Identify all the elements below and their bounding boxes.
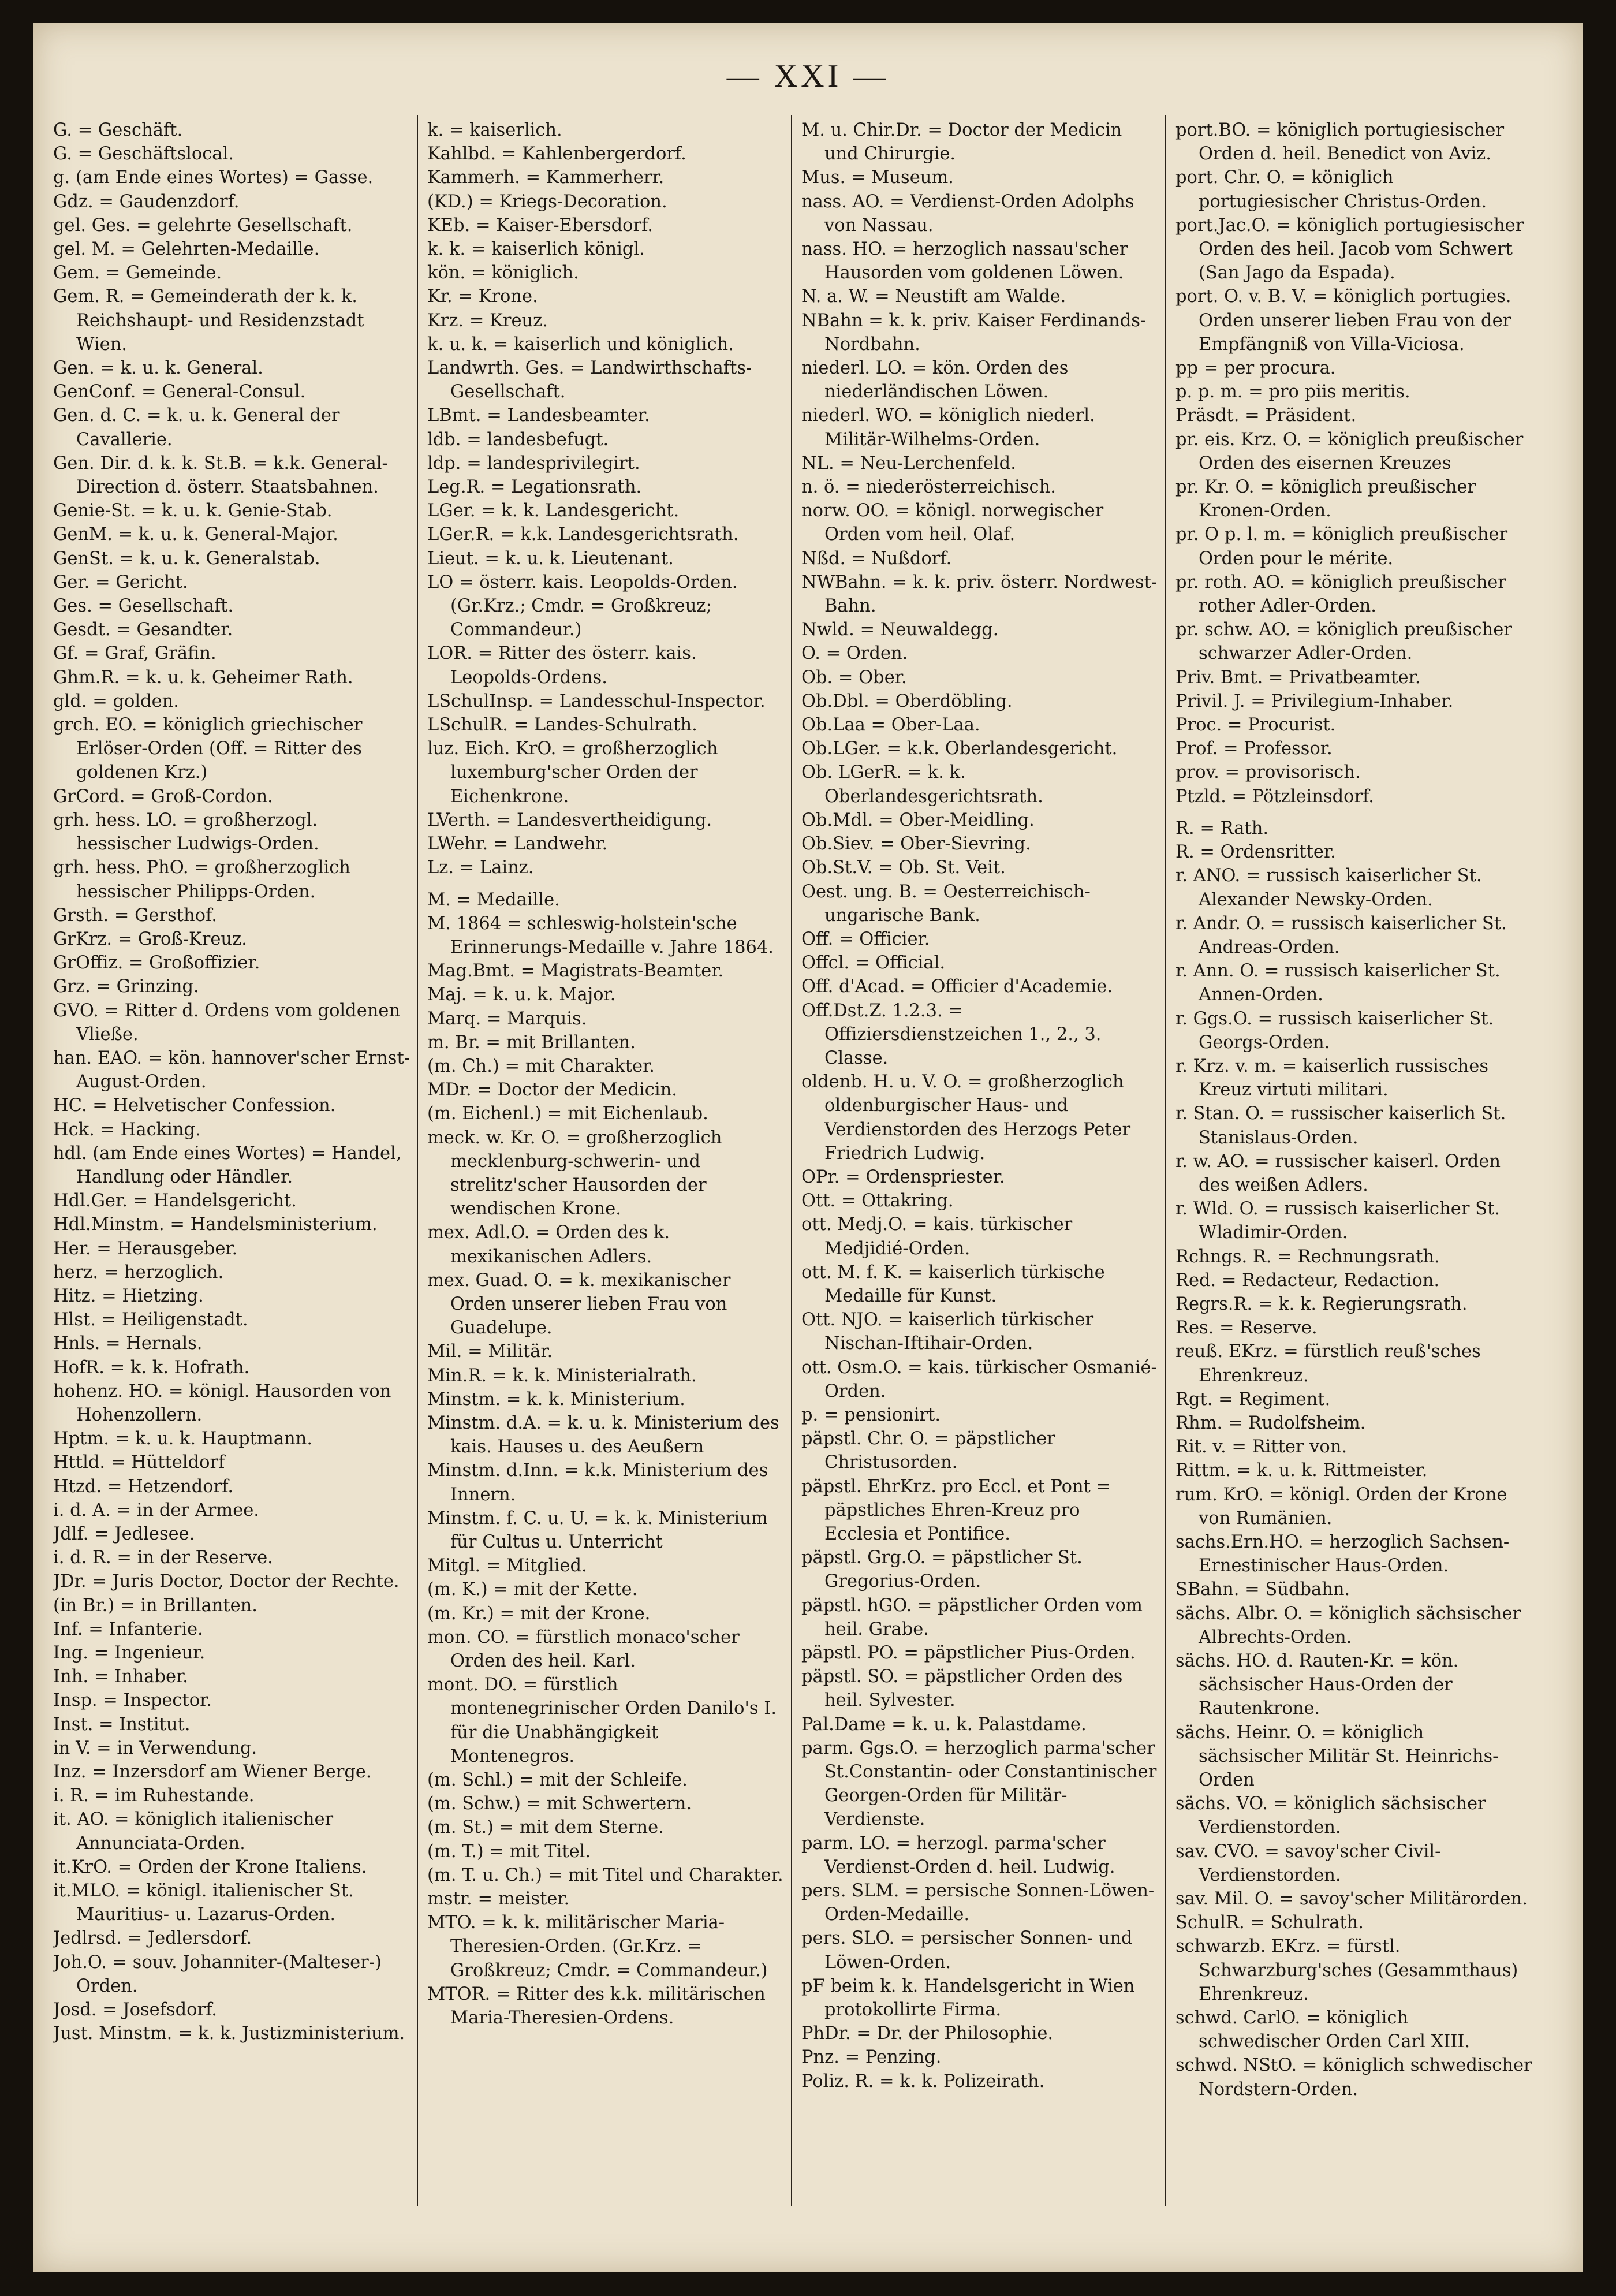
abbreviation-entry: Minstm. = k. k. Ministerium. <box>427 1389 685 1410</box>
abbreviation-entry: M. = Medaille. <box>427 889 560 910</box>
abbreviation-entry: Leg.R. = Legationsrath. <box>427 477 642 498</box>
abbreviation-entry: Inh. = Inhaber. <box>53 1667 188 1687</box>
abbreviation-entry: ott. Osm.O. = kais. türkischer Osmanié-Orden. <box>801 1357 1157 1402</box>
abbreviation-entry: Minstm. f. C. u. U. = k. k. Ministerium für Cultus u. Unterricht <box>427 1508 768 1552</box>
abbreviation-entry: Prof. = Professor. <box>1175 739 1333 759</box>
abbreviation-entry: M. u. Chir.Dr. = Doctor der Medicin und Chirurgie. <box>801 120 1122 165</box>
abbreviation-entry: Ott. NJO. = kaiserlich türkischer Nischan-Iftihair-Orden. <box>801 1310 1094 1354</box>
abbreviation-entry: JDr. = Juris Doctor, Doctor der Rechte. <box>53 1571 400 1592</box>
abbreviation-entry: Hdl.Ger. = Handelsgericht. <box>53 1191 297 1212</box>
abbreviation-entry: port. Chr. O. = königlich portugiesischer Christus-Orden. <box>1175 167 1487 212</box>
abbreviation-entry: (m. Schl.) = mit der Schleife. <box>427 1770 688 1791</box>
abbreviation-entry: O. = Orden. <box>801 643 908 664</box>
abbreviation-column-1 <box>53 118 410 2255</box>
abbreviation-entry: Hdl.Minstm. = Handelsministerium. <box>53 1214 378 1235</box>
abbreviation-entry: M. 1864 = schleswig-holstein'sche Erinnerungs-Medaille v. Jahre 1864. <box>427 913 774 957</box>
abbreviation-entry: Pal.Dame = k. u. k. Palastdame. <box>801 1714 1087 1735</box>
abbreviation-entry: pr. O p. l. m. = königlich preußischer Orden pour le mérite. <box>1175 524 1508 569</box>
column-rule <box>1165 115 1166 2206</box>
abbreviation-entry: Proc. = Procurist. <box>1175 715 1336 736</box>
abbreviation-entry: pr. Kr. O. = königlich preußischer Kronen-Orden. <box>1175 477 1476 521</box>
abbreviation-entry: Rhm. = Rudolfsheim. <box>1175 1412 1366 1433</box>
abbreviation-entry: Rchngs. R. = Rechnungsrath. <box>1175 1246 1440 1267</box>
abbreviation-entry: Lz. = Lainz. <box>427 858 534 878</box>
abbreviation-entry: it. AO. = königlich italienischer Annunciata-Orden. <box>53 1809 334 1854</box>
abbreviation-entry: Ger. = Gericht. <box>53 572 188 592</box>
abbreviation-entry: Her. = Herausgeber. <box>53 1238 238 1259</box>
abbreviation-entry: gel. Ges. = gelehrte Gesellschaft. <box>53 215 353 236</box>
abbreviation-entry: sav. Mil. O. = savoy'scher Militärorden. <box>1175 1889 1528 1910</box>
column-rule <box>417 115 418 2206</box>
abbreviation-entry: Rit. v. = Ritter von. <box>1175 1437 1348 1458</box>
abbreviation-entry: Mus. = Museum. <box>801 167 954 188</box>
abbreviation-entry: Priv. Bmt. = Privatbeamter. <box>1175 667 1421 688</box>
abbreviation-entry: SchulR. = Schulrath. <box>1175 1913 1364 1933</box>
abbreviation-entry: (m. Eichenl.) = mit Eichenlaub. <box>427 1104 708 1124</box>
abbreviation-entry: r. Stan. O. = russischer kaiserlich St. Stanislaus-Orden. <box>1175 1104 1506 1148</box>
abbreviation-entry: pp = per procura. <box>1175 358 1336 379</box>
abbreviation-entry: Kammerh. = Kammerherr. <box>427 167 665 188</box>
abbreviation-entry: G. = Geschäft. <box>53 120 183 140</box>
abbreviation-entry: nass. HO. = herzoglich nassau'scher Hausorden vom goldenen Löwen. <box>801 239 1128 284</box>
abbreviation-entry: Gdz. = Gaudenzdorf. <box>53 191 240 212</box>
abbreviation-entry: GrCord. = Groß-Cordon. <box>53 786 273 807</box>
abbreviation-entry: rum. KrO. = königl. Orden der Krone von Rumänien. <box>1175 1484 1507 1529</box>
abbreviation-entry: GenConf. = General-Consul. <box>53 382 306 402</box>
abbreviation-entry: Mitgl. = Mitglied. <box>427 1556 587 1576</box>
abbreviation-entry: R. = Rath. <box>1175 818 1269 838</box>
book-page <box>33 23 1583 2272</box>
abbreviation-entry: LSchulR. = Landes-Schulrath. <box>427 715 697 736</box>
abbreviation-entry: Inf. = Infanterie. <box>53 1619 203 1639</box>
abbreviation-entry: (m. T. u. Ch.) = mit Titel und Charakter. <box>427 1865 783 1885</box>
abbreviation-entry: Rittm. = k. u. k. Rittmeister. <box>1175 1460 1428 1481</box>
abbreviation-entry: i. d. R. = in der Reserve. <box>53 1548 273 1568</box>
abbreviation-entry: Hptm. = k. u. k. Hauptmann. <box>53 1429 313 1449</box>
abbreviation-entry: HC. = Helvetischer Confession. <box>53 1095 336 1116</box>
abbreviation-entry: Ott. = Ottakring. <box>801 1191 954 1212</box>
abbreviation-entry: MTO. = k. k. militärischer Maria-Theresien-Orden. (Gr.Krz. = Großkreuz; Cmdr. = Commandeur.) <box>427 1913 768 1981</box>
abbreviation-entry: GrKrz. = Groß-Kreuz. <box>53 929 247 949</box>
abbreviation-entry: Insp. = Inspector. <box>53 1690 212 1711</box>
abbreviation-entry: Ghm.R. = k. u. k. Geheimer Rath. <box>53 667 353 688</box>
abbreviation-entry: mex. Guad. O. = k. mexikanischer Orden unserer lieben Frau von Guadelupe. <box>427 1270 731 1339</box>
abbreviation-entry: Hck. = Hacking. <box>53 1119 201 1140</box>
abbreviation-entry: Josd. = Josefsdorf. <box>53 2000 218 2021</box>
abbreviation-entry: it.MLO. = königl. italienischer St. Mauritius- u. Lazarus-Orden. <box>53 1881 354 1925</box>
abbreviation-entry: schwarzb. EKrz. = fürstl. Schwarzburg'sches (Gesammthaus) Ehrenkreuz. <box>1175 1936 1518 2004</box>
abbreviation-entry: k. = kaiserlich. <box>427 120 562 140</box>
abbreviation-entry: mex. Adl.O. = Orden des k. mexikanischen Adlers. <box>427 1222 670 1267</box>
abbreviation-entry: GenM. = k. u. k. General-Major. <box>53 524 338 545</box>
abbreviation-entry: hdl. (am Ende eines Wortes) = Handel, Handlung oder Händler. <box>53 1143 402 1187</box>
abbreviation-entry: reuß. EKrz. = fürstlich reuß'sches Ehrenkreuz. <box>1175 1341 1481 1386</box>
abbreviation-entry: MTOR. = Ritter des k.k. militärischen Maria-Theresien-Ordens. <box>427 1984 766 2029</box>
abbreviation-entry: niederl. WO. = königlich niederl. Militär-Wilhelms-Orden. <box>801 405 1095 450</box>
abbreviation-entry: LGer.R. = k.k. Landesgerichtsrath. <box>427 524 739 545</box>
abbreviation-entry: Gen. Dir. d. k. k. St.B. = k.k. General-Direction d. österr. Staatsbahnen. <box>53 453 388 498</box>
abbreviation-entry: NL. = Neu-Lerchenfeld. <box>801 453 1016 474</box>
abbreviation-entry: i. d. A. = in der Armee. <box>53 1500 259 1520</box>
abbreviation-entry: schwd. NStO. = königlich schwedischer Nordstern-Orden. <box>1175 2055 1532 2100</box>
abbreviation-entry: G. = Geschäftslocal. <box>53 144 234 165</box>
abbreviation-entry: pF beim k. k. Handelsgericht in Wien protokollirte Firma. <box>801 1976 1135 2021</box>
abbreviation-entry: Off. = Officier. <box>801 929 930 949</box>
abbreviation-entry: m. Br. = mit Brillanten. <box>427 1032 636 1053</box>
abbreviation-entry: Res. = Reserve. <box>1175 1318 1318 1339</box>
abbreviation-entry: pers. SLO. = persischer Sonnen- und Löwen-Orden. <box>801 1928 1133 1973</box>
abbreviation-entry: mstr. = meister. <box>427 1889 570 1910</box>
abbreviation-entry: Nßd. = Nußdorf. <box>801 548 952 569</box>
abbreviation-entry: sächs. VO. = königlich sächsischer Verdienstorden. <box>1175 1794 1486 1838</box>
abbreviation-entry: Gesdt. = Gesandter. <box>53 620 233 640</box>
abbreviation-entry: in V. = in Verwendung. <box>53 1738 257 1758</box>
abbreviation-entry: GrOffiz. = Großoffizier. <box>53 953 260 974</box>
abbreviation-entry: LWehr. = Landwehr. <box>427 834 608 855</box>
abbreviation-entry: k. u. k. = kaiserlich und königlich. <box>427 334 734 355</box>
abbreviation-entry: GVO. = Ritter d. Ordens vom goldenen Vließe. <box>53 1000 401 1045</box>
abbreviation-entry: Kahlbd. = Kahlenbergerdorf. <box>427 144 686 165</box>
abbreviation-entry: Gf. = Graf, Gräfin. <box>53 643 217 664</box>
abbreviation-entry: (KD.) = Kriegs-Decoration. <box>427 191 667 212</box>
abbreviation-entry: r. Andr. O. = russisch kaiserlicher St. Andreas-Orden. <box>1175 913 1507 957</box>
abbreviation-entry: päpstl. SO. = päpstlicher Orden des heil. Sylvester. <box>801 1667 1123 1711</box>
page-number: — XXI — <box>726 58 890 94</box>
abbreviation-entry: grch. EO. = königlich griechischer Erlöser-Orden (Off. = Ritter des goldenen Krz.) <box>53 715 363 783</box>
abbreviation-entry: port.Jac.O. = königlich portugiesischer Orden des heil. Jacob vom Schwert (San Jago da Espada). <box>1175 215 1524 284</box>
abbreviation-entry: päpstl. PO. = päpstlicher Pius-Orden. <box>801 1643 1136 1663</box>
abbreviation-entry: gld. = golden. <box>53 691 179 711</box>
abbreviation-entry: (in Br.) = in Brillanten. <box>53 1595 257 1616</box>
abbreviation-entry: Ob.Laa = Ober-Laa. <box>801 715 980 736</box>
abbreviation-entry: hohenz. HO. = königl. Hausorden von Hohenzollern. <box>53 1381 391 1425</box>
abbreviation-entry: LOR. = Ritter des österr. kais. Leopolds-Ordens. <box>427 643 697 688</box>
abbreviation-entry: Off. d'Acad. = Officier d'Academie. <box>801 976 1113 997</box>
abbreviation-entry: LGer. = k. k. Landesgericht. <box>427 501 680 521</box>
abbreviation-entry: Red. = Redacteur, Redaction. <box>1175 1270 1440 1291</box>
abbreviation-entry: g. (am Ende eines Wortes) = Gasse. <box>53 167 374 188</box>
column-rule <box>791 115 792 2206</box>
abbreviation-entry: Krz. = Kreuz. <box>427 310 548 331</box>
abbreviation-entry: LSchulInsp. = Landesschul-Inspector. <box>427 691 766 711</box>
abbreviation-entry: ott. Medj.O. = kais. türkischer Medjidié-Orden. <box>801 1214 1073 1259</box>
abbreviation-entry: pr. eis. Krz. O. = königlich preußischer Orden des eisernen Kreuzes <box>1175 429 1524 474</box>
abbreviation-entry: sächs. HO. d. Rauten-Kr. = kön. sächsischer Haus-Orden der Rautenkrone. <box>1175 1651 1459 1719</box>
abbreviation-entry: Maj. = k. u. k. Major. <box>427 985 616 1005</box>
abbreviation-entry: Htzd. = Hetzendorf. <box>53 1476 234 1497</box>
abbreviation-column-3 <box>801 118 1158 2255</box>
abbreviation-entry: Mil. = Militär. <box>427 1341 553 1362</box>
abbreviation-entry: ott. M. f. K. = kaiserlich türkische Medaille für Kunst. <box>801 1262 1105 1306</box>
abbreviation-entry: Hlst. = Heiligenstadt. <box>53 1310 248 1330</box>
abbreviation-entry: Nwld. = Neuwaldegg. <box>801 620 999 640</box>
abbreviation-entry: r. Ann. O. = russisch kaiserlicher St. Annen-Orden. <box>1175 961 1501 1005</box>
abbreviation-entry: port. O. v. B. V. = königlich portugies. Orden unserer lieben Frau von der Empfängniß von Villa-Viciosa. <box>1175 286 1511 355</box>
abbreviation-entry: SBahn. = Südbahn. <box>1175 1579 1350 1600</box>
abbreviation-entry: r. Ggs.O. = russisch kaiserlicher St. Georgs-Orden. <box>1175 1008 1494 1053</box>
abbreviation-entry: sav. CVO. = savoy'scher Civil-Verdienstorden. <box>1175 1841 1441 1885</box>
abbreviation-entry: N. a. W. = Neustift am Walde. <box>801 286 1066 307</box>
abbreviation-entry: Mag.Bmt. = Magistrats-Beamter. <box>427 961 724 982</box>
abbreviation-entry: port.BO. = königlich portugiesischer Orden d. heil. Benedict von Aviz. <box>1175 120 1505 165</box>
abbreviation-entry: i. R. = im Ruhestande. <box>53 1786 255 1806</box>
abbreviation-entry: herz. = herzoglich. <box>53 1262 224 1283</box>
abbreviation-entry: KEb. = Kaiser-Ebersdorf. <box>427 215 653 236</box>
abbreviation-entry: grh. hess. LO. = großherzogl. hessischer Ludwigs-Orden. <box>53 810 319 855</box>
abbreviation-entry: luz. Eich. KrO. = großherzoglich luxemburg'scher Orden der Eichenkrone. <box>427 739 718 807</box>
abbreviation-entry: Gen. d. C. = k. u. k. General der Cavallerie. <box>53 405 340 450</box>
abbreviation-entry: r. w. AO. = russischer kaiserl. Orden des weißen Adlers. <box>1175 1151 1501 1195</box>
abbreviation-entry: pr. schw. AO. = königlich preußischer schwarzer Adler-Orden. <box>1175 620 1512 664</box>
abbreviation-entry: nass. AO. = Verdienst-Orden Adolphs von Nassau. <box>801 191 1134 236</box>
abbreviation-entry: Landwrth. Ges. = Landwirthschafts-Gesellschaft. <box>427 358 752 402</box>
abbreviation-entry: gel. M. = Gelehrten-Medaille. <box>53 239 320 260</box>
abbreviation-entry: Gem. R. = Gemeinderath der k. k. Reichshaupt- und Residenzstadt Wien. <box>53 286 364 355</box>
abbreviation-entry: schwd. CarlO. = königlich schwedischer Orden Carl XIII. <box>1175 2008 1471 2052</box>
abbreviation-entry: ldb. = landesbefugt. <box>427 429 609 450</box>
abbreviation-entry: Jdlf. = Jedlesee. <box>53 1523 195 1544</box>
abbreviation-entry: Offcl. = Official. <box>801 953 946 974</box>
abbreviation-entry: niederl. LO. = kön. Orden des niederländischen Löwen. <box>801 358 1069 402</box>
abbreviation-entry: Inz. = Inzersdorf am Wiener Berge. <box>53 1762 372 1783</box>
abbreviation-entry: Min.R. = k. k. Ministerialrath. <box>427 1365 697 1386</box>
abbreviation-entry: parm. Ggs.O. = herzoglich parma'scher St.Constantin- oder Constantinischer Georgen-Orden für Militär-Verdienste. <box>801 1738 1157 1830</box>
abbreviation-entry: sächs. Albr. O. = königlich sächsischer Albrechts-Orden. <box>1175 1603 1521 1648</box>
abbreviation-entry: (m. Schw.) = mit Schwertern. <box>427 1794 692 1814</box>
abbreviation-entry: Hnls. = Hernals. <box>53 1333 203 1354</box>
abbreviation-entry: päpstl. EhrKrz. pro Eccl. et Pont = päpstliches Ehren-Kreuz pro Ecclesia et Pontifice. <box>801 1476 1111 1544</box>
abbreviation-entry: päpstl. hGO. = päpstlicher Orden vom heil. Grabe. <box>801 1595 1143 1639</box>
abbreviation-entry: Joh.O. = souv. Johanniter-(Malteser-) Orden. <box>53 1952 382 1996</box>
abbreviation-entry: Jedlrsd. = Jedlersdorf. <box>53 1928 252 1949</box>
abbreviation-entry: Grz. = Grinzing. <box>53 976 199 997</box>
abbreviation-entry: pers. SLM. = persische Sonnen-Löwen-Orden-Medaille. <box>801 1881 1155 1925</box>
abbreviation-entry: NWBahn. = k. k. priv. österr. Nordwest-Bahn. <box>801 572 1158 617</box>
abbreviation-entry: Genie-St. = k. u. k. Genie-Stab. <box>53 501 333 521</box>
abbreviation-entry: Httld. = Hütteldorf <box>53 1452 225 1473</box>
abbreviation-entry: n. ö. = niederösterreichisch. <box>801 477 1056 498</box>
abbreviation-entry: (m. Ch.) = mit Charakter. <box>427 1056 655 1076</box>
abbreviation-entry: MDr. = Doctor der Medicin. <box>427 1080 677 1101</box>
abbreviation-entry: Lieut. = k. u. k. Lieutenant. <box>427 548 674 569</box>
abbreviation-entry: k. k. = kaiserlich königl. <box>427 239 645 260</box>
abbreviation-entry: Grsth. = Gersthof. <box>53 905 217 926</box>
abbreviation-entry: parm. LO. = herzogl. parma'scher Verdienst-Orden d. heil. Ludwig. <box>801 1833 1115 1877</box>
abbreviation-entry: Oest. ung. B. = Oesterreichisch-ungarische Bank. <box>801 881 1091 926</box>
abbreviation-entry: (m. Kr.) = mit der Krone. <box>427 1603 651 1624</box>
abbreviation-entry: Pnz. = Penzing. <box>801 2047 942 2068</box>
abbreviation-entry: Ptzld. = Pötzleinsdorf. <box>1175 786 1374 807</box>
abbreviation-entry: meck. w. Kr. O. = großherzoglich mecklenburg-schwerin- und strelitz'scher Hausorden der wendischen Krone. <box>427 1127 722 1220</box>
abbreviation-column-2 <box>427 118 784 2255</box>
abbreviation-entry: Just. Minstm. = k. k. Justizministerium. <box>53 2023 405 2044</box>
abbreviation-entry: Kr. = Krone. <box>427 286 538 307</box>
abbreviation-entry: Ob.Siev. = Ober-Sievring. <box>801 834 1031 855</box>
abbreviation-entry: GenSt. = k. u. k. Generalstab. <box>53 548 320 569</box>
abbreviation-entry: han. EAO. = kön. hannover'scher Ernst-August-Orden. <box>53 1048 410 1093</box>
abbreviation-entry: Präsdt. = Präsident. <box>1175 405 1357 426</box>
abbreviation-entry: OPr. = Ordenspriester. <box>801 1166 1005 1187</box>
abbreviation-entry: Gem. = Gemeinde. <box>53 263 222 284</box>
abbreviation-entry: it.KrO. = Orden der Krone Italiens. <box>53 1857 367 1877</box>
abbreviation-entry: Inst. = Institut. <box>53 1714 191 1735</box>
abbreviation-entry: Marq. = Marquis. <box>427 1008 587 1029</box>
abbreviation-entry: oldenb. H. u. V. O. = großherzoglich oldenburgischer Haus- und Verdienstorden des Herzogs Peter Friedrich Ludwig. <box>801 1072 1131 1164</box>
abbreviation-entry: Regrs.R. = k. k. Regierungsrath. <box>1175 1294 1468 1314</box>
abbreviation-entry: r. Krz. v. m. = kaiserlich russisches Kreuz virtuti militari. <box>1175 1056 1489 1101</box>
abbreviation-entry: Minstm. d.A. = k. u. k. Ministerium des kais. Hauses u. des Aeußern <box>427 1412 779 1458</box>
abbreviation-entry: Privil. J. = Privilegium-Inhaber. <box>1175 691 1454 711</box>
abbreviation-entry: (m. K.) = mit der Kette. <box>427 1579 638 1600</box>
abbreviation-entry: Off.Dst.Z. 1.2.3. = Offiziersdienstzeichen 1., 2., 3. Classe. <box>801 1000 1102 1068</box>
abbreviation-entry: Minstm. d.Inn. = k.k. Ministerium des Innern. <box>427 1460 768 1505</box>
abbreviation-entry: grh. hess. PhO. = großherzoglich hessischer Philipps-Orden. <box>53 858 350 902</box>
abbreviation-entry: päpstl. Grg.O. = päpstlicher St. Gregorius-Orden. <box>801 1548 1083 1592</box>
abbreviation-entry: Ob. LGerR. = k. k. Oberlandesgerichtsrath. <box>801 762 1043 807</box>
abbreviation-entry: pr. roth. AO. = königlich preußischer rother Adler-Orden. <box>1175 572 1506 617</box>
abbreviation-entry: p. p. m. = pro piis meritis. <box>1175 382 1410 402</box>
abbreviation-entry: norw. OO. = königl. norwegischer Orden vom heil. Olaf. <box>801 501 1104 545</box>
abbreviation-entry: Ing. = Ingenieur. <box>53 1643 206 1663</box>
abbreviation-entry: R. = Ordensritter. <box>1175 842 1336 863</box>
abbreviation-entry: Rgt. = Regiment. <box>1175 1389 1331 1410</box>
abbreviation-entry: Poliz. R. = k. k. Polizeirath. <box>801 2071 1045 2092</box>
abbreviation-entry: (m. St.) = mit dem Sterne. <box>427 1817 664 1838</box>
abbreviation-entry: p. = pensionirt. <box>801 1404 941 1425</box>
abbreviation-entry: mon. CO. = fürstlich monaco'scher Orden des heil. Karl. <box>427 1627 740 1671</box>
abbreviation-entry: Ob.Dbl. = Oberdöbling. <box>801 691 1013 711</box>
abbreviation-entry: HofR. = k. k. Hofrath. <box>53 1357 250 1378</box>
abbreviation-entry: (m. T.) = mit Titel. <box>427 1841 591 1862</box>
abbreviation-entry: Ob.St.V. = Ob. St. Veit. <box>801 858 1006 878</box>
abbreviation-entry: LBmt. = Landesbeamter. <box>427 405 650 426</box>
abbreviation-entry: kön. = königlich. <box>427 263 579 284</box>
abbreviation-entry: Gen. = k. u. k. General. <box>53 358 263 379</box>
abbreviation-entry: Hitz. = Hietzing. <box>53 1285 204 1306</box>
abbreviation-entry: r. Wld. O. = russisch kaiserlicher St. Wladimir-Orden. <box>1175 1199 1500 1243</box>
abbreviation-entry: Ges. = Gesellschaft. <box>53 596 234 617</box>
abbreviation-entry: NBahn = k. k. priv. Kaiser Ferdinands-Nordbahn. <box>801 310 1147 355</box>
abbreviation-entry: LVerth. = Landesvertheidigung. <box>427 810 712 830</box>
abbreviation-entry: Ob. = Ober. <box>801 667 907 688</box>
abbreviation-entry: Ob.LGer. = k.k. Oberlandesgericht. <box>801 739 1118 759</box>
abbreviation-entry: LO = österr. kais. Leopolds-Orden. (Gr.Krz.; Cmdr. = Großkreuz; Commandeur.) <box>427 572 738 640</box>
abbreviation-entry: sächs. Heinr. O. = königlich sächsischer Militär St. Heinrichs-Orden <box>1175 1722 1499 1791</box>
abbreviation-entry: ldp. = landesprivilegirt. <box>427 453 640 474</box>
abbreviation-entry: r. ANO. = russisch kaiserlicher St. Alexander Newsky-Orden. <box>1175 866 1482 910</box>
abbreviation-entry: päpstl. Chr. O. = päpstlicher Christusorden. <box>801 1429 1055 1473</box>
abbreviation-entry: PhDr. = Dr. der Philosophie. <box>801 2023 1054 2044</box>
abbreviation-entry: mont. DO. = fürstlich montenegrinischer Orden Danilo's I. für die Unabhängigkeit Montenegros. <box>427 1675 777 1766</box>
abbreviation-column-4 <box>1175 118 1532 2255</box>
abbreviation-entry: prov. = provisorisch. <box>1175 762 1361 783</box>
abbreviation-entry: Ob.Mdl. = Ober-Meidling. <box>801 810 1035 830</box>
abbreviation-entry: sachs.Ern.HO. = herzoglich Sachsen-Ernestinischer Haus-Orden. <box>1175 1531 1510 1576</box>
